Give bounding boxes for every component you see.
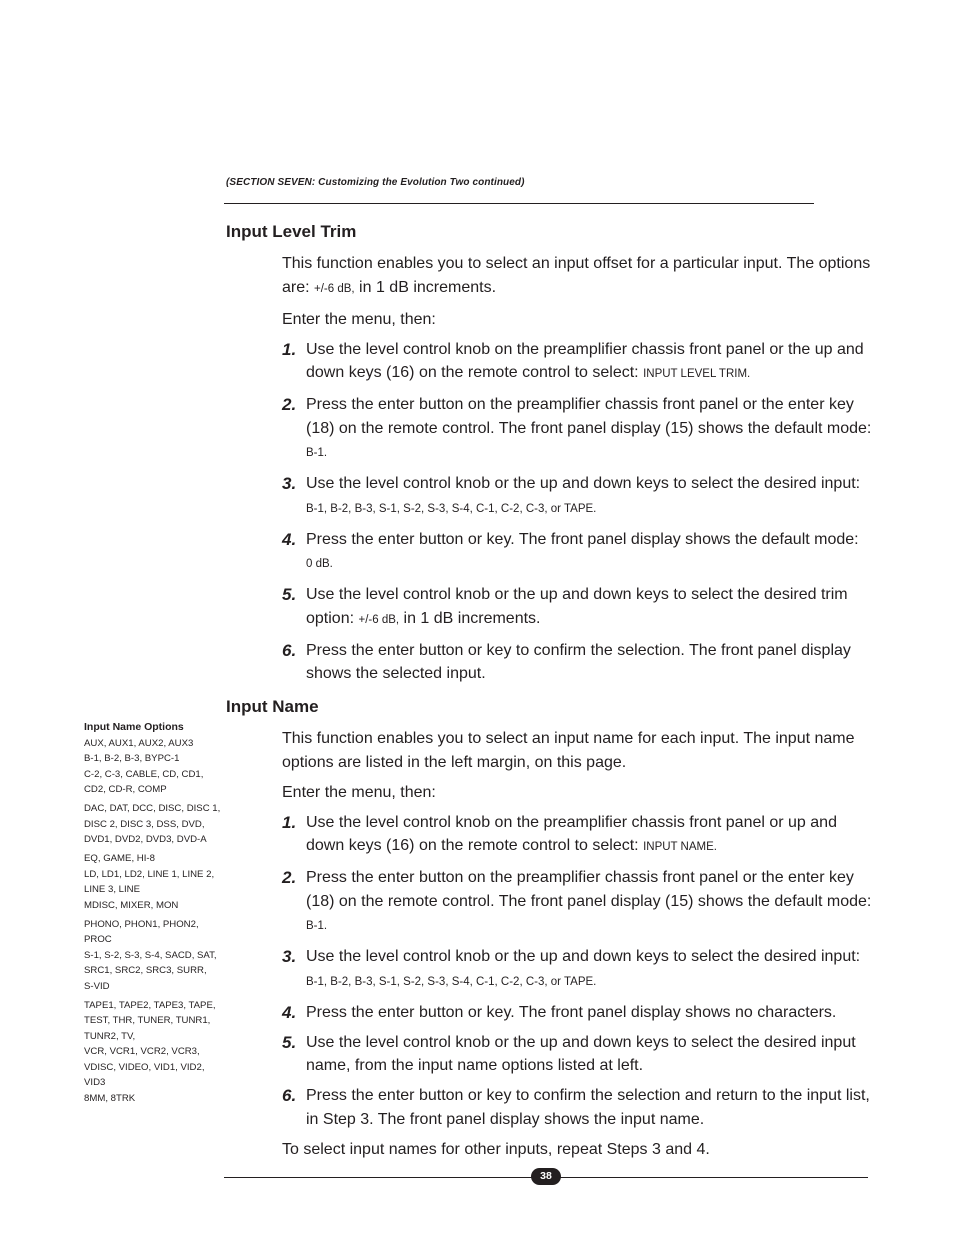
- trim-step-3: 3. Use the level control knob or the up and down keys to select the desired input: B-1, B-2, B-3, S-1, S-2, S-3, S-4, C-1, C-2, C-3, or TAPE.: [282, 474, 861, 515]
- options-group: AUX, AUX1, AUX2, AUX3: [84, 737, 194, 749]
- sidebar-title: Input Name Options: [84, 721, 184, 733]
- options-group: PHONO, PHON1, PHON2, PROC: [84, 918, 199, 945]
- trim-enter-menu: Enter the menu, then:: [282, 310, 436, 328]
- options-group: TAPE1, TAPE2, TAPE3, TAPE, TEST, THR, TUNER, TUNR1, TUNR2, TV,: [84, 999, 216, 1042]
- name-enter-menu: Enter the menu, then:: [282, 783, 436, 801]
- name-step-6: 6. Press the enter button or key to confirm the selection and return to the input list, in Step 3. The front panel display shows the input name.: [282, 1086, 870, 1128]
- trim-step-2: 2. Press the enter button on the preamplifier chassis front panel or the enter key (18) on the remote control. The front panel display (15) shows the default mode: B-1.: [282, 395, 872, 459]
- name-step-5: 5. Use the level control knob or the up and down keys to select the desired input name, from the input name options listed at left.: [282, 1032, 856, 1074]
- name-step-2: 2. Press the enter button on the preamplifier chassis front panel or the enter key (18) on the remote control. The front panel display (15) shows the default mode: B-1.: [282, 868, 872, 932]
- options-group: 8MM, 8TRK: [84, 1092, 136, 1104]
- name-closing: To select input names for other inputs, repeat Steps 3 and 4.: [282, 1140, 710, 1158]
- name-step-1: 1. Use the level control knob on the preamplifier chassis front panel or up and down keys (16) on the remote control to select: INPUT NAME.: [282, 812, 837, 854]
- trim-step-6: 6. Press the enter button or key to confirm the selection. The front panel display shows the selected input.: [282, 640, 851, 682]
- heading-input-level-trim: Input Level Trim: [226, 222, 357, 241]
- options-group: C-2, C-3, CABLE, CD, CD1, CD2, CD-R, COMP: [84, 768, 204, 795]
- options-group: EQ, GAME, HI-8: [84, 853, 155, 864]
- trim-step-5: 5. Use the level control knob or the up and down keys to select the desired trim option: +/-6 dB, in 1 dB increments.: [282, 585, 848, 627]
- options-group: MDISC, MIXER, MON: [84, 899, 179, 911]
- trim-step-4: 4. Press the enter button or key. The front panel display shows the default mode: 0 dB.: [282, 529, 859, 570]
- name-intro: This function enables you to select an input name for each input. The input name options are listed in the left margin, on this page.: [282, 730, 855, 771]
- options-group: LD, LD1, LD2, LINE 1, LINE 2, LINE 3, LINE: [84, 868, 215, 895]
- input-level-trim-body: [282, 252, 872, 686]
- options-group: DAC, DAT, DCC, DISC, DISC 1, DISC 2, DISC 3, DSS, DVD, DVD1, DVD2, DVD3, DVD-A: [84, 803, 221, 845]
- options-group: VCR, VCR1, VCR2, VCR3, VDISC, VIDEO, VID1, VID2, VID3: [84, 1046, 205, 1088]
- heading-input-name: Input Name: [226, 697, 319, 716]
- options-group: S-1, S-2, S-3, S-4, SACD, SAT, SRC1, SRC2, SRC3, SURR, S-VID: [84, 949, 217, 992]
- input-name-body: [282, 727, 872, 1161]
- name-step-3: 3. Use the level control knob or the up and down keys to select the desired input: B-1, B-2, B-3, S-1, S-2, S-3, S-4, C-1, C-2, C-3, or TAPE.: [282, 947, 861, 988]
- page-number-badge: 38: [531, 1168, 561, 1185]
- name-step-4: 4. Press the enter button or key. The front panel display shows no characters.: [282, 1002, 837, 1022]
- input-name-options-sidebar: [84, 720, 234, 1106]
- top-rule: [224, 203, 814, 204]
- section-header: (SECTION SEVEN: Customizing the Evolution Two continued): [226, 177, 525, 188]
- trim-step-1: 1. Use the level control knob on the preamplifier chassis front panel or the up and down keys (16) on the remote control to select: INPUT LEVEL TRIM.: [282, 339, 864, 381]
- options-group: B-1, B-2, B-3, BYPC-1: [84, 753, 180, 764]
- trim-intro: This function enables you to select an input offset for a particular input. The options are: +/-6 dB, in 1 dB increments.: [282, 255, 871, 296]
